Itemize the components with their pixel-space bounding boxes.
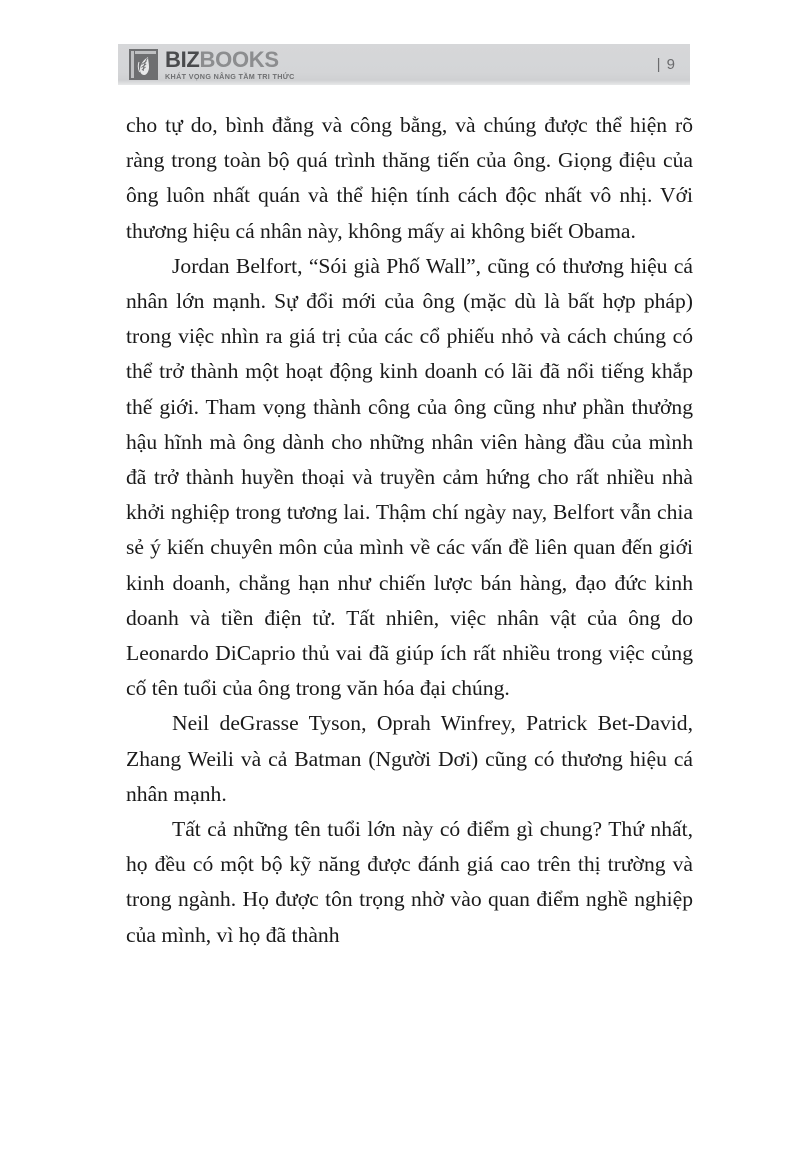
paragraph: Jordan Belfort, “Sói già Phố Wall”, cũng có thương hiệu cá nhân lớn mạnh. Sự đổi mới của ông (mặc dù là bất hợp pháp) trong việc nhìn ra giá trị của các cổ phiếu nhỏ và cách chúng có thể trở thành một hoạt động kinh doanh có lãi đã nổi tiếng khắp thế giới. Tham vọng thành công của ông cũng như phần thưởng hậu hĩnh mà ông dành cho những nhân viên hàng đầu của mình đã trở thành huyền thoại và truyền cảm hứng cho rất nhiều nhà khởi nghiệp trong tương lai. Thậm chí ngày nay, Belfort vẫn chia sẻ ý kiến chuyên môn của mình về các vấn đề liên quan đến giới kinh doanh, chẳng hạn như chiến lược bán hàng, đạo đức kinh doanh và tiền điện tử. Tất nhiên, việc nhân vật của ông do Leonardo DiCaprio thủ vai đã giúp ích rất nhiều trong việc củng cố tên tuổi của ông trong văn hóa đại chúng. <box>126 253 693 701</box>
wordmark-books: BOOKS <box>199 46 279 72</box>
logo-leaf-glyph <box>137 56 152 76</box>
body-text-column <box>126 108 693 953</box>
page-number: | 9 <box>656 56 676 73</box>
book-leaf-logo-icon <box>129 49 158 80</box>
publisher-wordmark <box>165 46 295 81</box>
running-header-content <box>118 44 690 85</box>
paragraph: cho tự do, bình đẳng và công bằng, và chúng được thể hiện rõ ràng trong toàn bộ quá trình thăng tiến của ông. Giọng điệu của ông luôn nhất quán và thể hiện tính cách độc nhất vô nhị. Với thương hiệu cá nhân này, không mấy ai không biết Obama. <box>126 113 693 243</box>
paragraph: Neil deGrasse Tyson, Oprah Winfrey, Patrick Bet-David, Zhang Weili và cả Batman (Người Dơi) cũng có thương hiệu cá nhân mạnh. <box>126 711 693 806</box>
logo-book-page-edge <box>135 51 156 54</box>
publisher-tagline: KHÁT VỌNG NÂNG TẦM TRI THỨC <box>165 71 295 81</box>
publisher-logo <box>129 46 295 81</box>
wordmark-biz: BIZ <box>165 46 200 72</box>
running-header <box>118 44 690 85</box>
wordmark-text <box>165 46 295 72</box>
logo-book-spine <box>131 51 134 78</box>
paragraph: Tất cả những tên tuổi lớn này có điểm gì chung? Thứ nhất, họ đều có một bộ kỹ năng được đánh giá cao trên thị trường và trong ngành. Họ được tôn trọng nhờ vào quan điểm nghề nghiệp của mình, vì họ đã thành <box>126 817 693 947</box>
